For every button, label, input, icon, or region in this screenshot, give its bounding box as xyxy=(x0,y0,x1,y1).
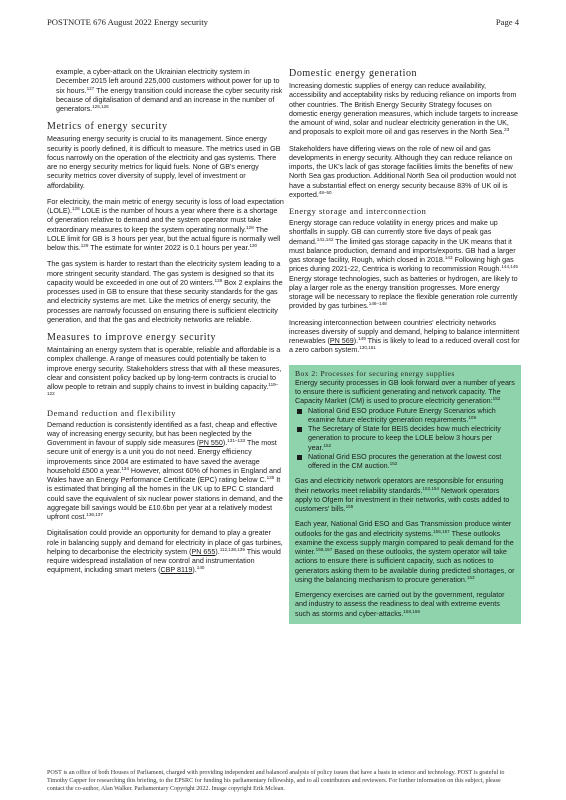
right-column xyxy=(289,68,521,624)
measures-paragraph: Maintaining an energy system that is operable, reliable and affordable is a complex challenge. A range of measures could potentially be taken to improve energy security. Stakeholders stress that with all these measures, clear and consistent policy backed up by long-term contracts is crucial to allow people to retrain and supply chains to invest in building capacity.$^{119-122}$ xyxy=(47,346,282,397)
domestic-paragraph-2: Stakeholders have differing views on the role of new oil and gas developments in energy security. Although they can reduce reliance on imports, the UK's lack of gas storage facilities limits the benefits of new North Sea gas production. Additional North Sea oil production would not have a substantial effect on energy security because 83% of UK oil is exported.$^{48-50}$ xyxy=(289,144,517,199)
box-2-bullet: National Grid ESO produce Future Energy Scenarios which examine future electricity generation requirements.$^{109}$ xyxy=(295,407,515,426)
metrics-heading: Metrics of energy security xyxy=(47,121,168,133)
box-2-intro: Energy security processes in GB look forward over a number of years to ensure there is sufficient generating and network capacity. The Capacity Market (CM) is used to procure electricity generation:$^{152}$ xyxy=(295,378,515,406)
storage-paragraph-2: Increasing interconnection between countries' electricity networks increases diversity of supply and demand, helping to balance intermittent renewables (PN 569).$^{149}$ This is likely to lead to a reduced overall cost for a zero carbon system.$^{130,151}$ xyxy=(289,318,520,355)
box-2-networks-paragraph: Gas and electricity network operators are responsible for ensuring their networks meet reliability standards.$^{153,154}$ Network operators apply to Ofgem for investment in their networks, with costs added to customers' bills.$^{155}$ xyxy=(295,477,510,513)
box-2-bullet-list xyxy=(295,407,515,472)
page-number: Page 4 xyxy=(495,17,519,27)
cbp-8119-link[interactable]: CBP 8119 xyxy=(160,566,193,575)
box-2-bullet: National Grid ESO procures the generation at the lowest cost offered in the CM auction.$^{152}$ xyxy=(295,453,515,472)
intro-paragraph: example, a cyber-attack on the Ukrainian electricity system in December 2015 left around 225,000 customers without power for up to six hours.$^{127}$ The energy transition could increase the cyber security risk because of digitalisation of demand and an increase in the number of generators.$^{125,126}$ xyxy=(56,68,283,113)
pn-655-link[interactable]: PN 655 xyxy=(191,547,216,556)
storage-paragraph-1: Energy storage can reduce volatility in energy prices and make up shortfalls in supply. GB can currently store five days of peak gas demand.$^{141,142}$ The limited gas storage capacity in the UK means that it must balance production, demand and imports/exports. GB had a larger gas storage facility, Rough, which closed in 2018.$^{143}$ Following high gas prices during 2021-22, Centrica is working to recommission Rough.$^{144,145}$ Energy storage technologies, such as batteries or hydrogen, are likely to play a larger role as the energy transition progresses. More energy storage will be necessary to replace the flexible generation role currently provided by gas turbines.$^{146-148}$ xyxy=(289,219,518,311)
page-header xyxy=(47,17,519,31)
box-2-bullet: The Secretary of State for BEIS decides how much electricity generation to procure to keep the LOLE below 3 hours per year.$^{152}$ xyxy=(295,425,515,453)
storage-heading: Energy storage and interconnection xyxy=(289,207,427,216)
demand-paragraph-1: Demand reduction is consistently identified as a fast, cheap and effective way of increasing energy security, but has been neglected by the Government in favour of supply side measures (PN 550).$^{131-133}$ The most secure unit of energy is a unit you do not need. Energy efficiency improvements since 2004 are estimated to have saved the average household £500 a year.$^{134}$ However, almost 60% of homes in England and Wales have an Energy Performance Certificate (EPC) rating below C.$^{135}$ It is estimated that bringing all the homes in the UK up to EPC C standard could save the equivalent of six nuclear power stations in demand, and the aggregate bill savings would be £10.6bn per year at a relatively modest upfront cost.$^{136,137}$ xyxy=(47,420,283,521)
pn-569-link[interactable]: PN 569 xyxy=(329,337,354,345)
pn-550-link[interactable]: PN 550 xyxy=(199,439,223,447)
box-2-title: Box 2: Processes for securing energy supplies xyxy=(295,368,455,378)
left-column xyxy=(47,68,284,583)
domestic-paragraph-1: Increasing domestic supplies of energy can reduce availability, accessibility and acceptability risks by reducing reliance on imports from other countries. The British Energy Security Strategy focuses on domestic energy generation measures, which include targets to increase the amount of wind, solar and nuclear electricity generation in the UK, and proposals to exploit more oil and gas reserves in the North Sea.$^{23}$ xyxy=(289,82,519,137)
domestic-heading: Domestic energy generation xyxy=(289,68,418,79)
page-footer: POST is an office of both Houses of Parliament, charged with providing independent and balanced analysis of policy issues that have a basis in science and technology. POST is grateful to Timothy Capper for researching this briefing, to the EPSRC for funding his parliamentary fellowship, and to all contributors and reviewers. For further information on this subject, please contact the co-author, Alan Walker. Parliamentary Copyright 2022. Image copyright Erik Mclean. xyxy=(47,770,505,792)
measures-heading: Measures to improve energy security xyxy=(47,332,217,343)
metrics-paragraph-3: The gas system is harder to restart than the electricity system leading to a more stringent security standard. The gas system is designed so that its capacity would be exceeded in one out of 20 winters.$^{128}$ Box 2 explains the processes used in GB to ensure that these security standards for the gas and electricity systems are met. Like the metrics of energy security, the processes are narrowly focussed on ensuring there is sufficient electricity generation, and that the gas and electricity networks are reliable. xyxy=(47,260,283,324)
box-2-panel xyxy=(289,365,521,624)
metrics-paragraph-2: For electricity, the main metric of energy security is loss of load expectation (LOLE).$^{128}$ LOLE is the number of hours a year where there is a shortage of generation relative to demand and the system operator must take extraordinary measures to keep the system operating normally.$^{128}$ The LOLE limit for GB is 3 hours per year, but the actual figure is normally well below this.$^{129}$ The estimate for winter 2022 is 0.1 hours per year.$^{130}$ xyxy=(47,197,284,252)
box-2-emergency-paragraph: Emergency exercises are carried out by the government, regulator and industry to assess the readiness to deal with extreme events such as storms and cyber-attacks.$^{158,159}$ xyxy=(295,591,505,618)
demand-paragraph-2: Digitalisation could provide an opportunity for demand to play a greater role in balancing supply and demand for electricity in place of gas turbines, helping to decarbonise the electricity system (PN 655).$^{112,138,139}$ This would require widespread installation of new control and instrumentation equipment, including smart meters (CBP 8119).$^{140}$ xyxy=(47,529,283,575)
box-2-winter-outlooks-paragraph: Each year, National Grid ESO and Gas Transmission produce winter outlooks for the gas and electricity systems.$^{156,157}$ These outlooks examine the excess supply margin compared to peak demand for the winter.$^{156,157}$ Based on these outlooks, the system operator will take actions to ensure there is sufficient capacity, such as notices to generators asking them to be available during predicted shortages, or using the balancing mechanism to procure generation.$^{153}$ xyxy=(295,520,515,584)
demand-heading: Demand reduction and flexibility xyxy=(47,408,177,418)
header-title: POSTNOTE 676 August 2022 Energy security xyxy=(47,17,208,27)
metrics-paragraph-1: Measuring energy security is crucial to its management. Since energy security is poorly defined, it is difficult to measure. The metrics used in GB focus narrowly on the operation of the electricity and gas systems. There are no energy security metrics for liquid fuels. None of GB's energy security metrics cover diversity of supply, level of investment or affordability. xyxy=(47,135,281,190)
